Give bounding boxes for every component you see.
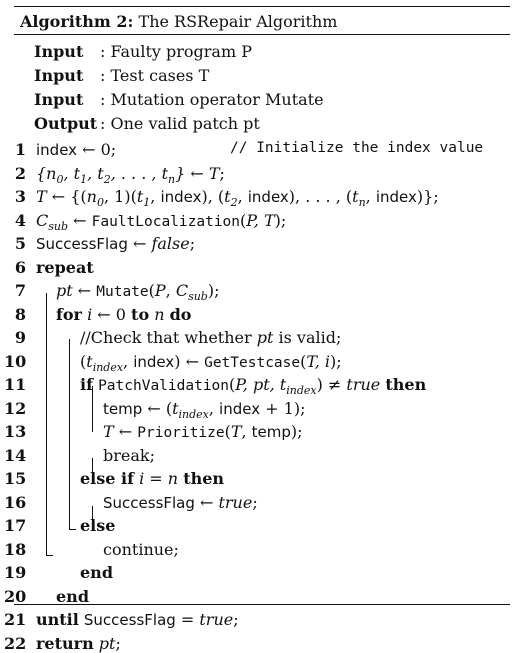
io-line [34,90,324,109]
algorithm-line: end [56,586,89,606]
io-keyword: Input [34,42,84,61]
algorithm-line: if PatchValidation(P, pt, $t_{index}$) ≠ true then [80,375,427,398]
caption-rule [14,34,510,35]
algorithm-line: temp ← ($t_{index}$, index + 1); [103,398,306,421]
line-number: 2 [14,163,26,183]
line-number: 20 [4,586,27,606]
line-number: 8 [14,304,26,324]
line-number: 11 [4,375,27,394]
algorithm-line: T ← {($n_0$, $1)(t_1$, index), ($t_2$, index), . . . , ($t_n$, index)}; [36,187,439,210]
caption-title: The RSRepair Algorithm [138,12,338,31]
repeat-block-bar [46,293,47,556]
io-keyword: Input [34,90,84,109]
elseif-block-bar [92,458,93,476]
algorithm-line: for i ← 0 to n do [56,304,192,324]
algorithm-line: break; [103,445,155,465]
algorithm-line: repeat [36,257,94,277]
if-block-bar [92,386,93,432]
line-number: 21 [4,610,27,629]
algorithm-block [4,6,510,653]
algorithm-line: SuccessFlag ← true; [103,492,258,512]
algorithm-line: until SuccessFlag = true; [36,610,239,629]
line-number: 6 [14,257,26,277]
line-number: 17 [4,516,27,535]
line-number: 15 [4,469,27,488]
line-number: 22 [4,633,27,653]
line-number: 5 [14,234,26,253]
line-number: 18 [4,539,27,559]
line-number: 12 [4,398,27,418]
comment-line-1: // Initialize the index value [230,140,484,156]
bottom-rule [14,604,510,605]
line-number: 9 [14,328,26,347]
caption-label: Algorithm 2: [20,12,134,31]
io-text: : Faulty program P [100,42,252,61]
algorithm-line: SuccessFlag ← false; [36,234,196,253]
io-text: : Mutation operator Mutate [100,90,324,109]
algorithm-line: end [80,563,113,582]
io-line [34,66,209,85]
line-number: 7 [14,281,26,300]
line-number: 3 [14,187,26,206]
line-number: 4 [14,210,26,230]
else-block-bar [92,506,93,524]
algorithm-line: T ← Prioritize(T, temp); [103,422,303,441]
io-keyword: Output [34,114,98,133]
io-text: : Test cases T [100,66,210,85]
algorithm-line: ($t_{index}$, index) ← GetTestcase(T, i); [80,351,342,374]
line-number: 14 [4,445,27,465]
repeat-block-hook [46,555,53,556]
algorithm-line: return pt; [36,633,121,653]
algorithm-line: {$n_0$, $t_1$, $t_2$, . . . , $t_n$} ← T; [36,163,225,186]
io-line [34,42,252,61]
algorithm-line: else if i = n then [80,469,225,488]
line-number: 1 [14,140,26,159]
algorithm-line: $C_{sub}$ ← FaultLocalization(P, T); [36,210,287,233]
io-line [34,114,260,133]
algorithm-caption [20,12,337,31]
algorithm-line: index ← 0; [36,140,117,159]
for-block-bar [69,339,70,530]
line-number: 16 [4,492,27,512]
algorithm-line: else [80,516,116,535]
algorithm-line: //Check that whether pt is valid; [80,328,342,347]
io-text: : One valid patch pt [100,114,260,133]
algorithm-line: pt ← Mutate(P, $C_{sub}$); [56,281,220,304]
line-number: 13 [4,422,27,441]
io-keyword: Input [34,66,84,85]
algorithm-line: continue; [103,539,179,559]
top-rule [14,6,510,7]
line-number: 19 [4,563,27,582]
for-block-hook [69,529,76,530]
line-number: 10 [4,351,27,371]
